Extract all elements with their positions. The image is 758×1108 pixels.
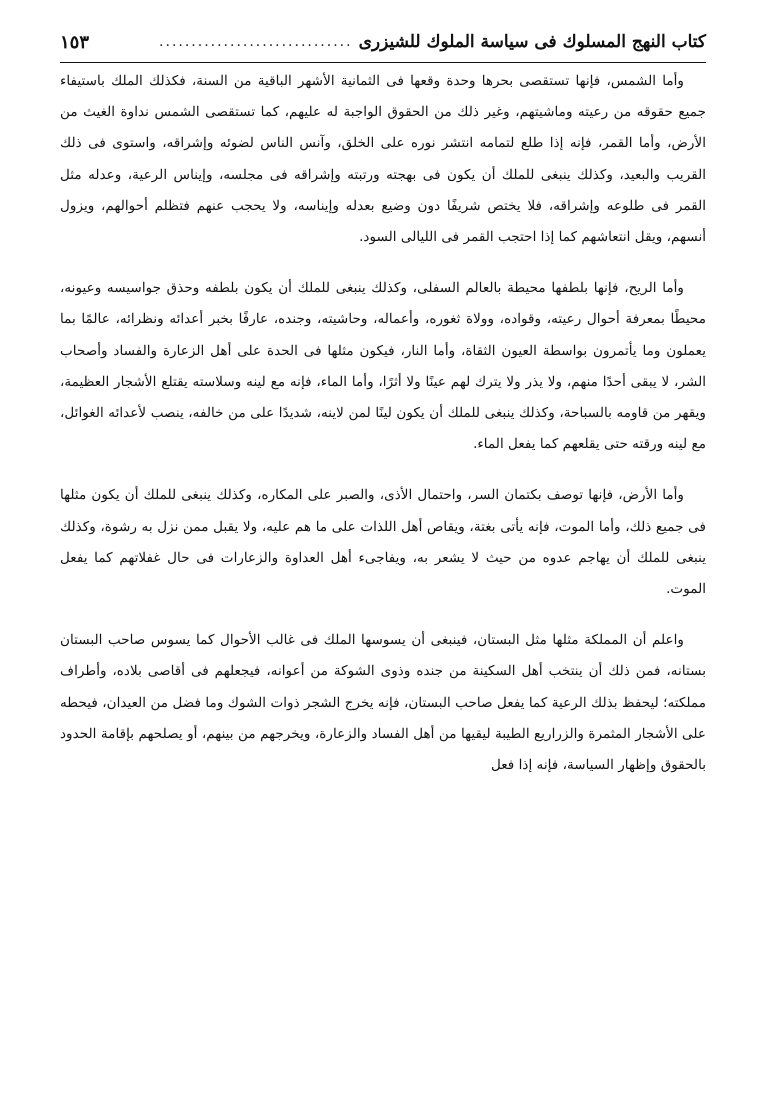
paragraph-wind-fire-water: وأما الريح، فإنها بلطفها محيطة بالعالم السفلى، وكذلك ينبغى للملك أن يكون بلطفه وحذق جواسيسه وعيونه، محيطًا بمعرفة أحوال رعيته، وقواده، وولاة ثغوره، وأعماله، وحاشيته، وجنده، عارفًا بخبر أعدائه ونظرائه، عالمًا بما يعملون وما يأتمرون بواسطة العيون الثقاة، وأما النار، فيكون مثلها فى الحدة على أهل الزعارة والفساد وأصحاب الشر، لا يبقى أحدًا منهم، ولا يذر ولا يترك لهم عينًا ولا أثرًا، وأما الماء، فإنه مع لينه وسلاسته يقتلع الأشجار العظيمة، ويقهر من قاومه بالسباحة، وكذلك ينبغى للملك أن يكون لينًا لمن لاينه، شديدًا على من خالفه، ينصب لأعدائه الغوائل، مع لينه ورقته حتى يقلعهم كما يفعل الماء. [60,280,706,453]
page-number: ١٥٣ [60,31,90,53]
paragraph-garden: واعلم أن المملكة مثلها مثل البستان، فينبغى أن يسوسها الملك فى غالب الأحوال كما يسوس صاحب البستان بستانه، فمن ذلك أن ينتخب أهل السكينة من جنده وذوى الشوكة من أعوانه، فيجعلهم فى أقاصى بلاده، وأطراف مملكته؛ ليحفظ بذلك الرعية كما يفعل صاحب البستان، فإنه يخرج الشجر ذوات الشوك وما فضل من العيدان، فيحطه على الأشجار المثمرة والزراريع الطيبة ليقيها من أهل الفساد والزعارة، ويخرجهم من بينهم، أو يصلحهم بإقامة الحدود بالحقوق وإظهار السياسة، فإنه إذا فعل [60,632,706,774]
paragraph-earth-death: وأما الأرض، فإنها توصف بكتمان السر، واحتمال الأذى، والصبر على المكاره، وكذلك ينبغى للملك أن يكون مثلها فى جميع ذلك، وأما الموت، فإنه يأتى بغتة، ويقاص أهل اللذات على ما هم عليه، ولا يقبل ممن نزل به رشوة، وكذلك ينبغى للملك أن يهاجم عدوه من حيث لا يشعر به، ويفاجىء أهل العداوة والزعارات فى حال غفلاتهم كما يفعل الموت. [60,487,706,598]
paragraph-sun-moon: وأما الشمس، فإنها تستقصى بحرها وحدة وقعها فى الثمانية الأشهر الباقية من السنة، فكذلك الملك باستيفاء جميع حقوقه من رعيته وماشيتهم، وغير ذلك من الحقوق الواجبة له عليهم، كما تستقصى الشمس نداوة الغيث من الأرض، وأما القمر، فإنه إذا طلع لتمامه انتشر نوره على الخلق، وآنس الناس لضوئه وإشراقه، واستوى فى ذلك القريب والبعيد، وكذلك ينبغى للملك أن يكون فى بهجته ورتبته وإشراقه فى مجلسه، وإيناس الرعية، وعدله مثل القمر فى طلوعه وإشراقه، فلا يختص شريفًا دون وضيع بعدله وإيناسه، ولا يحجب عنهم فتظلم أحوالهم، ويزول أنسهم، ويقل انتعاشهم كما إذا احتجب القمر فى الليالى السود. [60,73,706,246]
running-head [60,22,706,63]
book-title: كتاب النهج المسلوك فى سياسة الملوك للشيزرى [358,32,706,52]
body-text [60,66,706,1100]
leader-dots: .............................. [159,34,353,50]
